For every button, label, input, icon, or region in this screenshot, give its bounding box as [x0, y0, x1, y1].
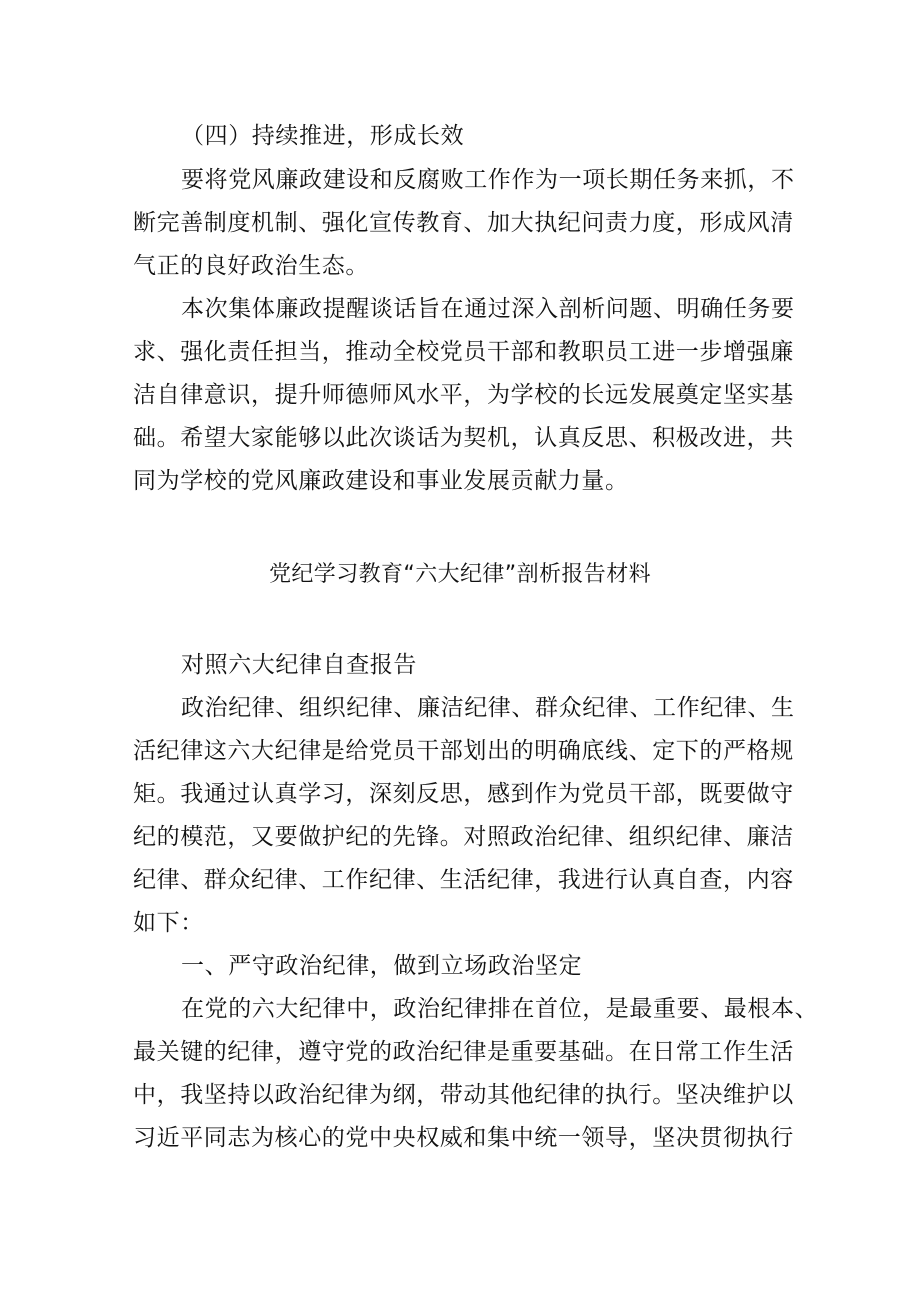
- paragraph-line: 气正的良好政治生态。: [133, 253, 369, 279]
- paragraph-line: 最关键的纪律，遵守党的政治纪律是重要基础。在日常工作生活: [133, 1039, 794, 1065]
- section-heading-continue-advance: （四）持续推进，形成长效: [181, 123, 465, 149]
- paragraph-line: 础。希望大家能够以此次谈话为契机，认真反思、积极改进，共: [133, 425, 794, 451]
- section-heading-political-discipline: 一、严守政治纪律，做到立场政治坚定: [181, 953, 583, 979]
- paragraph-line: 断完善制度机制、强化宣传教育、加大执纪问责力度，形成风清: [133, 210, 794, 236]
- paragraph-line: 习近平同志为核心的党中央权威和集中统一领导，坚决贯彻执行: [133, 1125, 794, 1151]
- paragraph-line: 中，我坚持以政治纪律为纲，带动其他纪律的执行。坚决维护以: [133, 1082, 794, 1108]
- paragraph-line: 洁自律意识，提升师德师风水平，为学校的长远发展奠定坚实基: [133, 382, 794, 408]
- paragraph-line: 同为学校的党风廉政建设和事业发展贡献力量。: [133, 468, 629, 494]
- paragraph-line: 本次集体廉政提醒谈话旨在通过深入剖析问题、明确任务要: [181, 296, 795, 322]
- paragraph-line: 活纪律这六大纪律是给党员干部划出的明确底线、定下的严格规: [133, 738, 794, 764]
- paragraph-line: 要将党风廉政建设和反腐败工作作为一项长期任务来抓，不: [181, 167, 795, 193]
- report-subtitle: 对照六大纪律自查报告: [181, 652, 417, 678]
- paragraph-line: 在党的六大纪律中，政治纪律排在首位，是最重要、最根本、: [181, 996, 819, 1022]
- paragraph-line: 矩。我通过认真学习，深刻反思，感到作为党员干部，既要做守: [133, 781, 794, 807]
- document-title: 党纪学习教育“六大纪律”剖析报告材料: [269, 562, 651, 587]
- paragraph-line: 纪的模范，又要做护纪的先锋。对照政治纪律、组织纪律、廉洁: [133, 824, 794, 850]
- paragraph-line: 政治纪律、组织纪律、廉洁纪律、群众纪律、工作纪律、生: [181, 695, 795, 721]
- paragraph-line: 如下：: [133, 910, 204, 936]
- paragraph-line: 求、强化责任担当，推动全校党员干部和教职员工进一步增强廉: [133, 339, 794, 365]
- paragraph-line: 纪律、群众纪律、工作纪律、生活纪律，我进行认真自查，内容: [133, 867, 794, 893]
